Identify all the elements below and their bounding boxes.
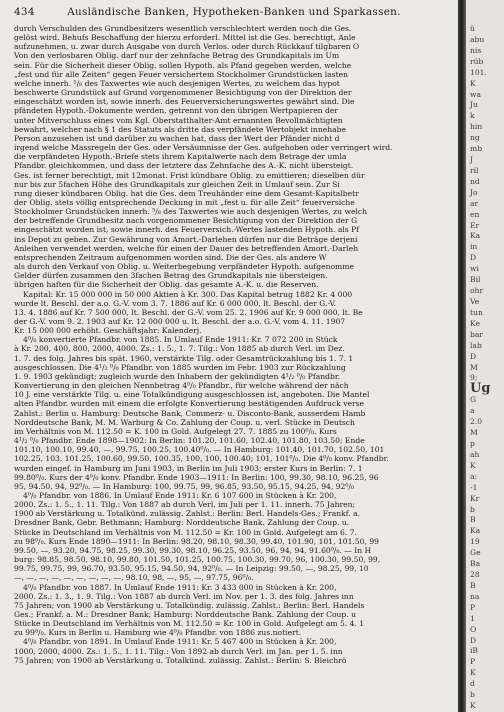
text-line: 1900 ab Verstärkung u. Totalkünd. zulässig. Zahlst.: Berlin: Berl. Handels-Ges.; Frankf. a.: [14, 509, 361, 519]
text-line: Stücke in Deutschland im Verhältnis von M. 112.50 = Kr. 100 in Gold. Aufgelegt am 6. 7.: [14, 527, 357, 537]
text-line: Gelder dürfen zusammen den 3fachen Betrag des Grundkapitals nie übersteigen.: [14, 271, 328, 281]
facing-page-fragment: K: [470, 78, 476, 88]
facing-page-fragment: Bil: [470, 275, 481, 285]
facing-page-fragment: nd: [470, 176, 480, 186]
text-line: Zahlst.: Berlin u. Hamburg: Deutsche Bank, Commerz- u. Disconto-Bank, ausserdem Hamb: [14, 408, 366, 418]
text-line: pfändeten Hypoth.-Dokumente werden, getrennt von den übrigen Wertpapieren der: [14, 106, 338, 116]
text-line: „fest und für alle Zeiten“ gegen Feuer versichertem Stockholmer Grundstücken lasten: [14, 69, 349, 79]
facing-page-fragment: M: [470, 362, 478, 372]
facing-page-fragment: lab: [470, 340, 482, 350]
text-line: der Oblig. stets völlig entsprechende Deckung in mit „fest u. für alle Zeit“ feuerversiche: [14, 197, 355, 207]
facing-page-fragment: M: [470, 428, 478, 438]
text-line: 2000. Zs.: 1. 3., 1. 9. Tilg.: Von 1887 ab durch Verl. im Nov. per 1. 3. des folg. Jahres inn: [14, 591, 354, 601]
facing-page-fragment: 2.0: [470, 417, 483, 427]
facing-page-fragment: na: [470, 591, 480, 601]
text-line: durch Verschulden des Grundbesitzers wesentlich verschlechtert werden noch die Ges.: [14, 24, 352, 33]
facing-page-fragment: ü: [470, 24, 475, 33]
facing-page-fragment: B: [470, 580, 476, 590]
facing-page-fragment: J: [470, 155, 474, 165]
text-line: alten Pfandbr. wurden mit einem die erfolgte Konvertierung bestätigenden Aufdruck verse: [14, 399, 365, 409]
facing-page-fragment: a:: [470, 471, 478, 481]
text-line: 10 J. eine verstärkte Tilg. u. eine Totalkündigung ausgeschlossen ist, angeboten. Die Mantel: [14, 390, 370, 400]
facing-page-fragment: -1: [470, 482, 478, 492]
text-line: 13. 4. 1886 auf Kr. 7 500 000, lt. Beschl. der G.-V. vom 25. 2. 1906 auf Kr. 9 000 000, lt. Be: [14, 307, 363, 317]
text-line: rung dieser kündbaren Oblig. hat die Ges. dem Treuhänder eine dem Gesamt-Kapitalbetr: [14, 188, 359, 198]
facing-page-fragment: Ke: [470, 318, 480, 328]
text-line: Dresdner Bank, Gebr. Bethmann; Hamburg: Norddeutsche Bank. Zahlung der Coup. u.: [14, 518, 350, 528]
text-line: der G.-V. vom 9. 2. 1903 auf Kr. 12 000 000 u. lt. Beschl. der a.o. G.-V. vom 4. 11. 1907: [14, 317, 346, 326]
facing-page-fragment: k: [470, 111, 475, 121]
text-line: 1. 9. 1903 gekündigt; zugleich wurde den Inhabern der gekündigten 4¹/₂ ⁰/₀ Pfandbr.: [14, 371, 341, 381]
text-line: 75 Jahren; von 1900 ab Verstärkung u. Totalkünd. zulässig. Zahlst.: Berlin: S. Bleichrö: [14, 655, 347, 665]
facing-page-fragment: b: [470, 690, 475, 700]
text-line: entsprechenden Zeitraum aufgenommen worden sind. Die der Ges. als andere W: [14, 252, 327, 262]
text-line: 4⁰/₀ Pfandbr. von 1891. In Umlauf Ende 1911: Kr. 5 467 400 in Stücken à Kr. 200,: [23, 637, 337, 647]
facing-page-fragment: en: [470, 209, 480, 219]
text-line: Ges.; Frankf. a. M.: Dresdner Bank; Hamburg: Norddeutsche Bank. Zahlung der Coup. u: [14, 610, 356, 619]
facing-page-fragment: 19: [470, 537, 480, 547]
facing-page-fragment: tun: [470, 307, 483, 317]
facing-page-fragment: Ba: [470, 559, 481, 569]
facing-page-fragment: ah: [470, 449, 480, 459]
page-header: [14, 6, 454, 20]
text-line: Stockholmer Grundstücken innerh. ⁵/₈ des Taxwertes wie auch desjenigen Wertes, zu welch: [14, 207, 368, 217]
text-line: Anleihen verwendet werden, welche für einen der Dauer des betreffenden Amort.-Darleh: [14, 243, 359, 253]
text-line: eingeschätzt worden ist, sowie innerh. des Feuerversich.-Wertes lastenden Hypoth. als Pf: [14, 225, 360, 235]
facing-page-fragment: D: [470, 351, 477, 361]
facing-page-fragment: O: [470, 624, 477, 634]
facing-page-fragment: rüb: [470, 56, 484, 66]
text-line: à Kr. 200, 400, 800, 2000, 4000. Zs.: 1. 5., 1. 7. Tilg.: Von 1885 ab durch Verl. im Dez.: [14, 344, 345, 354]
text-line: 1. 7. des folg. Jahres bis spät. 1960, verstärkte Tilg. oder Gesamtrückzahlung bis 1. 7. 1: [14, 353, 354, 363]
facing-page-fragment: G: [470, 395, 477, 405]
facing-page-fragment: Ve: [470, 297, 480, 307]
text-line: 99.50, —, 93.20, 94.75, 98.25, 99.30, 99.30, 98.10, 96.25, 93.50, 96, 94, 94, 91.60⁰/₀. — In H: [14, 545, 372, 555]
facing-page-fragment: K: [470, 701, 476, 711]
text-line: Kapital: Kr. 15 000 000 in 50 000 Aktien à Kr. 300. Das Kapital betrug 1882 Kr. 4 000: [23, 289, 353, 299]
facing-page-fragment: D: [470, 253, 477, 263]
text-line: 2000. Zs.: 1. 5., 1. 11. Tilg.: Von 1887 ab durch Verl. im Juli per 1. 11. innerh. 75 Jahren;: [14, 500, 356, 510]
facing-page-edge: [466, 0, 504, 712]
text-line: aufzunehmen, u. zwar durch Ausgabe von durch Verlos. oder durch Rückkauf tilgbaren O: [14, 42, 360, 52]
facing-page-fragment: ohr: [470, 286, 484, 296]
text-line: Kr. 15 000 000 erhöht. Geschäftsjahr: Kalenderj.: [14, 326, 202, 336]
text-line: der betreffende Grundbesitz nach vorgenommener Besichtigung von der Direktion der G: [14, 216, 358, 226]
text-line: beschwerte Grundstück auf Grund vorgenommener Besichtigung von der Direktion der: [14, 88, 352, 98]
facing-page-fragment: nis: [470, 45, 482, 55]
facing-page-fragment: 9;: [470, 373, 478, 383]
facing-page-fragment: mb: [470, 144, 483, 154]
facing-page-fragment: D: [470, 635, 477, 645]
facing-page-fragment: in: [470, 242, 478, 252]
facing-page-fragment: B: [470, 515, 476, 525]
text-line: Von den verlosbaren Oblig. darf nur der zehnfache Betrag des Grundkapitals im Um: [14, 51, 340, 61]
page-number: 434: [14, 6, 35, 18]
text-line: die verpfändeten Hypoth.-Briefe stets ihrem Kapitalwerte nach dem Betrage der umla: [14, 152, 347, 162]
facing-page-fragment: b: [470, 504, 475, 514]
facing-page-fragment: a: [470, 406, 475, 416]
text-line: eingeschätzt worden ist, sowie innerh. des Feuerversicherungswertes gewährt sind. Die: [14, 97, 355, 107]
text-line: zu 98⁰/₀. Kurs Ende 1890—1911: In Berlin: 98.20, 98.10, 98.30, 99.40, 101.90, 101, 101.50, 99: [14, 536, 379, 546]
facing-page-fragment: P: [470, 602, 476, 612]
text-line: 4⁰/₀ Pfandbr. von 1887. In Umlauf Ende 1911: Kr. 3 433 000 in Stücken à Kr. 200,: [23, 582, 337, 592]
facing-page-fragment: Kr: [470, 493, 480, 503]
text-line: 4¹/₂ ⁰/₀ Pfandbr. Ende 1898—1902: In Berlin: 101.20, 101.60, 102.40, 101.80, 103.50; Ende: [14, 436, 365, 446]
text-line: ins Depot zu geben. Zur Gewährung von Amort.-Darlehen dürfen nur die Beträge derjeni: [14, 234, 358, 244]
facing-page-fragment: p: [470, 438, 475, 448]
text-line: 95, 94.50, 94, 92⁰/₀. — In Hamburg: 100, 99.75, 99, 96.85, 93.50, 95.15, 94.25, 94, 92⁰/₀: [14, 481, 355, 491]
text-line: ausgeschlossen. Die 4¹/₂ ⁰/₀ Pfandbr. von 1885 wurden im Febr. 1903 zur Rückzahlung: [14, 362, 346, 372]
text-line: 4⁰/₀ Pfandbr. von 1886. In Umlauf Ende 1911: Kr. 6 107 600 in Stücken à Kr. 200,: [23, 490, 337, 500]
text-line: Konvertierung in den gleichen Nennbetrag 4⁰/₀ Pfandbr., für welche während der näch: [14, 381, 349, 391]
facing-page-fragment: 101.: [470, 67, 487, 77]
text-line: —, —, —, —, —, —, —, —, —, 98.10, 98, —, 95, —, 97.75, 96⁰/₀.: [14, 573, 254, 583]
facing-page-fragment: iB: [470, 646, 479, 656]
text-line: Person anzusehen ist und darüber zu wachen hat, dass der Wert der Pfänder nicht d: [14, 133, 340, 143]
text-line: im Verhältnis von M. 112.50 = K. 100 in Gold. Aufgelegt 27. 7. 1885 zu 100⁰/₀. Kurs: [14, 426, 337, 436]
text-line: übrigen haften für die Sicherheit der Oblig. das gesamte A.-K. u. die Reserven.: [14, 280, 319, 290]
text-line: zu 99⁰/₀. Kurs in Berlin u. Hamburg wie 4⁰/₀ Pfandbr. von 1886 zus.notiert.: [14, 628, 302, 638]
text-line: gelöst wird. Behufs Beschaffung der hierzu erforderl. Mittel ist die Ges. berechtigt, Anle: [14, 33, 356, 43]
running-title: Ausländische Banken, Hypotheken-Banken und Sparkassen.: [67, 6, 401, 18]
text-line: Pfandbr. gleichkommen, und dass der letztere das Zehnfache des A.-K. nicht übersteigt.: [14, 161, 354, 171]
text-line: Norddeutsche Bank, M. M. Warburg & Co. Zahlung der Coup. u. verl. Stücke in Deutsch: [14, 417, 355, 427]
text-line: wurde lt. Beschl. der a.o. G.-V. vom 3. 7. 1886 auf Kr. 6 000 000, lt. Beschl. der G.-V.: [14, 298, 337, 308]
text-line: als durch den Verkauf von Oblig. u. Weiterbegebung verpfändeter Hypoth. aufgenomme: [14, 262, 354, 272]
facing-page-fragment: Ge: [470, 548, 481, 558]
text-line: 1000, 2000, 4000. Zs.: 1. 5., 1. 11. Tilg.: Von 1892 ab durch Verl. im Jan. per 1. 5. inn: [14, 646, 343, 656]
text-line: welche innerh. ⁵/₈ des Taxwertes wie auch desjenigen Wertes, zu welchem das hypot: [14, 78, 340, 88]
facing-page-fragment: 28: [470, 570, 480, 580]
facing-page-fragment: wi: [470, 264, 479, 274]
facing-page-fragment: bar: [470, 329, 484, 339]
facing-page-fragment: 1: [470, 613, 475, 623]
facing-page-fragment: Ug: [470, 381, 491, 397]
facing-page-fragment: hin: [470, 122, 483, 132]
text-line: 75 Jahren; von 1900 ab Verstärkung u. Totalkündig. zulässig. Zahlst.: Berlin: Berl. Handels: [14, 600, 365, 610]
facing-page-fragment: K: [470, 668, 476, 678]
text-line: 4⁰/₀ konvertierte Pfandbr. von 1885. In Umlauf Ende 1911: Kr. 7 072 200 in Stück: [23, 335, 338, 345]
facing-page-fragment: abu: [470, 34, 485, 44]
book-gutter: [458, 0, 466, 712]
text-line: 101.10, 100.10, 99.40, —, 99.75, 100.25, 100.40⁰/₀. — In Hamburg: 101.40, 101.70, 102.50, 101: [14, 445, 385, 455]
text-line: bewahrt, welcher nach § 1 des Statuts als dritte das verpfändete Wertobjekt innehabe: [14, 124, 346, 134]
facing-page-fragment: Ju: [470, 100, 478, 110]
facing-page-fragment: ril: [470, 165, 479, 175]
text-line: 102.25, 103, 101.25, 100.60, 99.50, 100.35, 100, 100, 100.40; 101, 101⁰/₀. Die 4⁰/₀ konv. Pfandbr.: [14, 454, 389, 464]
facing-page-fragment: K: [470, 460, 476, 470]
facing-page-fragment: Jo: [470, 187, 478, 197]
facing-page-fragment: Er: [470, 220, 480, 230]
facing-page-fragment: ng: [470, 133, 480, 143]
text-line: wurden eingef. in Hamburg im Juni 1903, in Berlin im Juli 1903; erster Kurs in Berlin: 7. 1: [14, 463, 363, 473]
text-line: 99.75, 99.75, 99, 96.70, 93.50, 95.15, 94.50, 94, 92⁰/₀. — In Leipzig: 99.50, —, 98.25, 99, 10: [14, 564, 369, 574]
facing-page-fragment: Ka: [470, 231, 481, 241]
facing-page-fragment: ar: [470, 198, 479, 208]
text-line: irgend welche Massregeln der Ges. oder Versäumnisse der Ges. aufgehoben oder verringert wird.: [14, 143, 393, 153]
text-line: unter Mitverschluss eines vom Kgl. Oberstatthalter-Amt ernannten Bevollmächtigten: [14, 115, 343, 125]
text-line: nur bis zur 5fachen Höhe des Grundkapitals zur gleichen Zeit in Umlauf sein. Zur Si: [14, 179, 340, 189]
text-line: Stücke in Deutschland im Verhältnis von M. 112.50 = Kr. 100 in Gold. Aufgelegt am 5. 4. 1: [14, 619, 365, 629]
text-line: sein. Für die Sicherheit dieser Oblig. sollen Hypoth. als Pfand gegeben werden, welche: [14, 60, 352, 70]
body-text: [14, 24, 458, 665]
facing-page-fragment: d: [470, 679, 475, 689]
facing-page-fragment: P: [470, 657, 476, 667]
text-line: 99.80⁰/₀. Kurs der 4⁰/₀ konv. Pfandbr. Ende 1903—1911: In Berlin: 100, 99.30, 98.10, 96.25, 96: [14, 472, 379, 482]
facing-page-fragment: wa: [470, 89, 482, 99]
text-line: Ges. ist ferner berechtigt, mit 12monat. Frist kündbare Oblig. zu emittieren; dieselben dür: [14, 170, 365, 180]
text-line: burg: 98.85, 98.50, 98.10, 99.80, 101.50, 101.25, 100.75, 100.30, 99.70, 96, 100.30, 99.50, 99,: [14, 555, 381, 565]
facing-page-fragment: Ka: [470, 526, 481, 536]
